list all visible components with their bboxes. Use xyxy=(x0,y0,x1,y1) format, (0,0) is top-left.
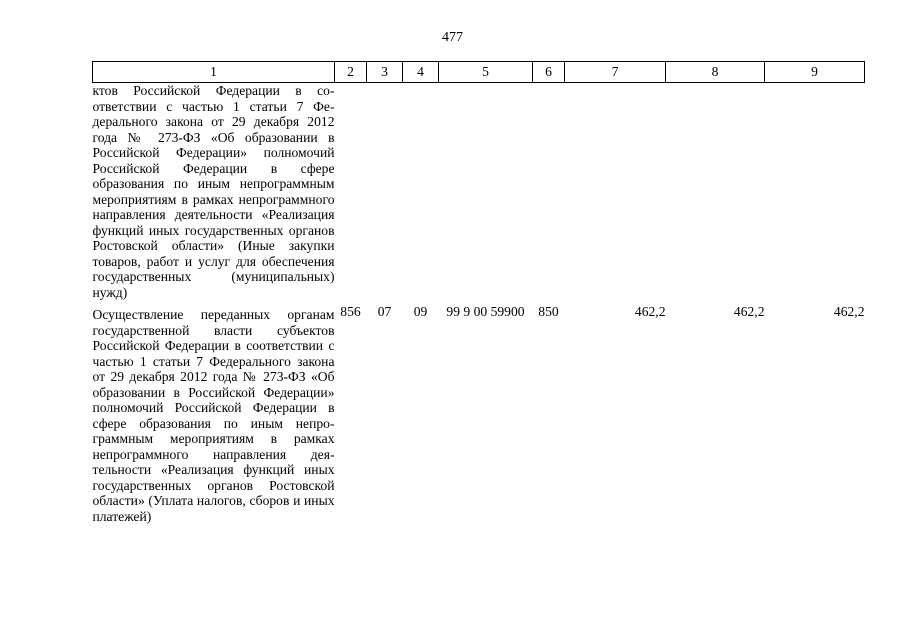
row-cell-col2 xyxy=(335,83,367,305)
row-cell-col9: 462,2 xyxy=(833,304,865,319)
header-col-6: 6 xyxy=(533,62,565,83)
header-col-9: 9 xyxy=(765,62,865,83)
header-col-3: 3 xyxy=(367,62,403,83)
row-cell-col5 xyxy=(439,83,533,305)
header-col-8: 8 xyxy=(666,62,765,83)
row-cell-col8 xyxy=(666,83,765,305)
row-cell-col6: 850 xyxy=(538,304,559,319)
header-col-2: 2 xyxy=(335,62,367,83)
header-col-5: 5 xyxy=(439,62,533,83)
table-row xyxy=(93,83,865,305)
row-cell-col7: 462,2 xyxy=(634,304,666,319)
row-cell-col2: 856 xyxy=(340,304,361,319)
row-cell-col4: 09 xyxy=(413,304,428,319)
page-number: 477 xyxy=(442,30,463,45)
row-cell-col3 xyxy=(367,83,403,305)
row-cell-col9 xyxy=(765,83,865,305)
header-row xyxy=(93,62,865,83)
header-col-1: 1 xyxy=(93,62,335,83)
header-col-4: 4 xyxy=(403,62,439,83)
row-cell-col6 xyxy=(533,83,565,305)
header-col-7: 7 xyxy=(565,62,666,83)
table-row xyxy=(93,304,865,524)
row-cell-col5: 99 9 00 59900 xyxy=(446,304,525,319)
row-cell-col7 xyxy=(565,83,666,305)
row-cell-col4 xyxy=(403,83,439,305)
row-cell-col3: 07 xyxy=(377,304,392,319)
row-description: ктов Российской Федерации в соответствии с частью 1 статьи 7 Федерального закона от 29 декабря 2012 года № 273-ФЗ «Об образовании в Российской Федерации» полномочий Российской Федерации в сфере образования по иным непрограммным мероприятиям в рамках непрограммного направления деятельности «Реализация функций иных государственных органов Ростовской области» (Иные закупки товаров, работ и услуг для обеспечения государственных (муниципальных) нужд) xyxy=(92,83,335,300)
budget-table xyxy=(92,61,865,524)
row-cell-col8: 462,2 xyxy=(733,304,765,319)
row-description: Осуществление переданных органам государственной власти субъектов Российской Федерации в соответствии с частью 1 статьи 7 Федерального закона от 29 декабря 2012 года № 273-ФЗ «Об образовании в Российской Федерации» полномочий Российской Федерации в сфере образования по иным непрограммным мероприятиям в рамках непрограммного направления деятельности «Реализация функций иных государственных органов Ростовской области» (Уплата налогов, сборов и иных платежей) xyxy=(92,307,335,524)
